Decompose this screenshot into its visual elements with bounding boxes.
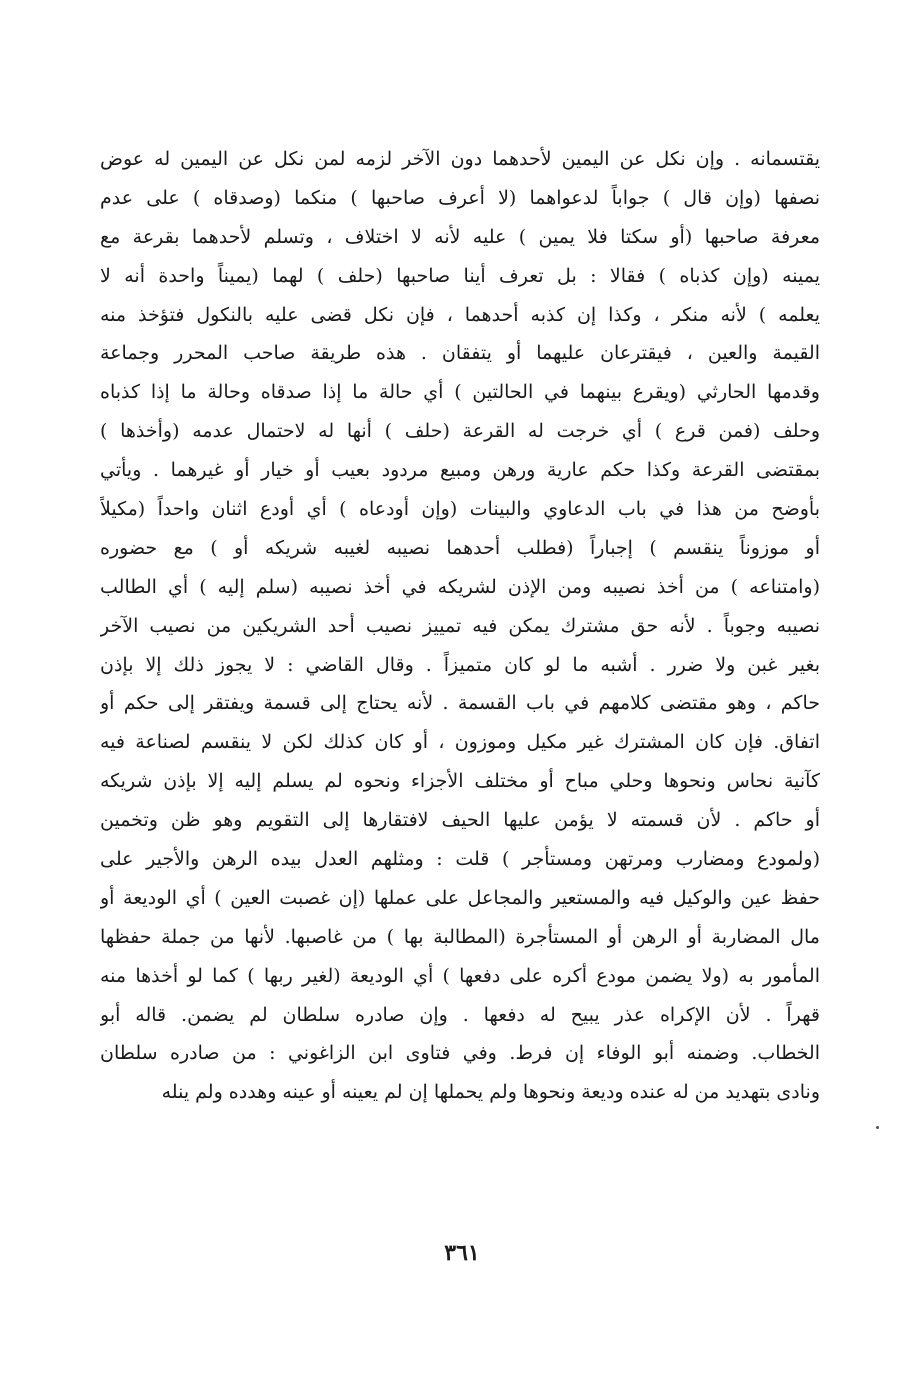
text-line-3: معرفة صاحبها (أو سكتا فلا يمين ) عليه لأنه لا اختلاف ، وتسلم لأحدهما بقرعة مع [100,225,820,248]
text-line-8: وحلف (فمن قرع ) أي خرجت له القرعة (حلف ) أنها له لاحتمال عدمه (وأخذها ) [100,420,820,443]
text-line-6: القيمة والعين ، فيقترعان عليهما أو يتفقان . هذه طريقة صاحب المحرر وجماعة [100,342,820,365]
main-text [100,140,820,1112]
page-number: ٣٦١ [444,1240,480,1266]
text-line-5: يعلمه ) لأنه منكر ، وكذا إن كذبه أحدهما ، فإن نكل قضى عليه بالنكول فتؤخذ منه [100,303,820,326]
text-line-16: اتفاق. فإن كان المشترك غير مكيل وموزون ، أو كان كذلك لكن لا ينقسم لصناعة فيه [100,731,820,754]
text-line-7: وقدمها الحارثي (ويقرع بينهما في الحالتين ) أي حالة ما إذا صدقاه وحالة ما إذا كذباه [100,381,820,404]
text-line-24: الخطاب. وضمنه أبو الوفاء إن فرط. وفي فتاوى ابن الزاغوني : من صادره سلطان [100,1042,820,1065]
text-line-11: أو موزوناً ينقسم ) إجباراً (فطلب أحدهما نصيبه لغيبه شريكه أو ) مع حضوره [100,536,820,559]
text-line-20: حفظ عين والوكيل فيه والمستعير والمجاعل على عملها (إن غصبت العين ) أي الوديعة أو [100,886,820,909]
text-line-22: المأمور به (ولا يضمن مودع أكره على دفعها ) أي الوديعة (لغير ربها ) كما لو أخذها منه [100,964,820,987]
text-line-19: (ولمودع ومضارب ومرتهن ومستأجر ) قلت : ومثلهم العدل بيده الرهن والأجير على [100,848,820,871]
text-line-10: بأوضح من هذا في باب الدعاوي والبينات (وإن أودعاه ) أي أودع اثنان واحداً (مكيلاً [100,498,820,521]
text-line-9: بمقتضى القرعة وكذا حكم عارية ورهن ومبيع مردود بعيب أو خيار أو غيرهما . ويأتي [100,459,820,482]
text-line-15: حاكم ، وهو مقتضى كلامهم في باب القسمة . لأنه يحتاج إلى قسمة ويفتقر إلى حكم أو [100,692,820,715]
text-line-21: مال المضاربة أو الرهن أو المستأجرة (المطالبة بها ) من غاصبها. لأنها من جملة حفظها [100,925,820,948]
text-line-1: يقتسمانه . وإن نكل عن اليمين لأحدهما دون الآخر لزمه لمن نكل عن اليمين له عوض [100,148,820,170]
text-line-17: كآنية نحاس ونحوها وحلي مباح أو مختلف الأجزاء ونحوه لم يسلم إليه إلا بإذن شريكه [100,770,820,793]
text-line-4: يمينه (وإن كذباه ) فقالا : بل تعرف أينا صاحبها (حلف ) لهما (يميناً واحدة أنه لا [100,264,820,287]
text-line-14: بغير غبن ولا ضرر . أشبه ما لو كان متميزاً . وقال القاضي : لا يجوز ذلك إلا بإذن [100,653,820,676]
text-line-25: ونادى بتهديد من له عنده وديعة ونحوها ولم يحملها إن لم يعينه أو عينه وهدده ولم ينله [161,1081,820,1104]
text-line-18: أو حاكم . لأن قسمته لا يؤمن عليها الحيف لافتقارها إلى التقويم وهو ظن وتخمين [100,809,820,832]
text-line-13: نصيبه وجوباً . لأنه حق مشترك يمكن فيه تمييز نصيب أحد الشريكين من نصيب الآخر [100,614,820,637]
text-line-23: قهراً . لأن الإكراه عذر يبيح له دفعها . وإن صادره سلطان لم يضمن. قاله أبو [100,1003,820,1026]
scan-speck [876,1126,879,1129]
text-line-12: (وامتناعه ) من أخذ نصيبه ومن الإذن لشريكه في أخذ نصيبه (سلم إليه ) أي الطالب [100,575,820,598]
text-line-2: نصفها (وإن قال ) جواباً لدعواهما (لا أعرف صاحبها ) منكما (وصدقاه ) على عدم [100,186,820,209]
